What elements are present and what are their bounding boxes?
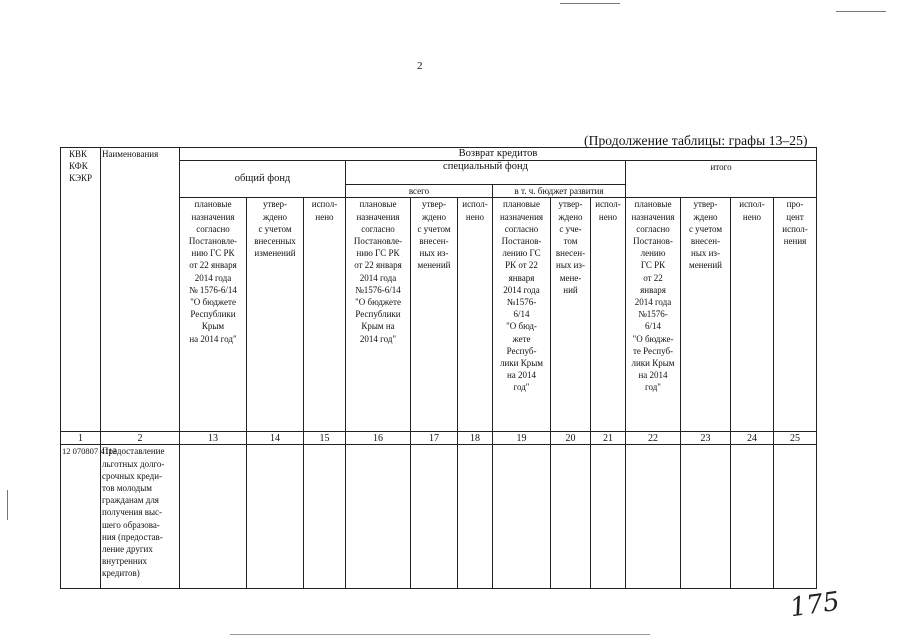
scan-line-top-1 (560, 3, 620, 4)
header-special-fund: специальный фонд (346, 161, 626, 185)
scan-line-bottom (230, 634, 650, 635)
header-general-fund: общий фонд (180, 161, 346, 198)
scan-line-left-mark (7, 490, 8, 520)
col-number: 16 (346, 432, 411, 445)
header-col-15: испол- нено (304, 198, 346, 432)
col-number: 23 (681, 432, 731, 445)
table-row (61, 445, 817, 589)
col-number: 2 (101, 432, 180, 445)
header-budget-development: в т. ч. бюджет развития (493, 185, 626, 198)
col-number: 13 (180, 432, 247, 445)
col-number: 19 (493, 432, 551, 445)
col-number: 17 (411, 432, 458, 445)
col-number: 20 (551, 432, 591, 445)
header-col-13: плановые назначения согласно Постановле- нию ГС РК от 22 января 2014 года № 1576-6/14 "О бюджете Республики Крым на 2014 год" (180, 198, 247, 432)
table-cell (411, 445, 458, 589)
header-col-20: утвер- ждено с уче- том внесен- ных из- мене- ний (551, 198, 591, 432)
row-name: Предоставление льготных долго- срочных креди- тов молодым гражданам для получения выс- шего образова- ния (предостав- ление других внутренних кредитов) (101, 445, 180, 589)
table-cell (247, 445, 304, 589)
col-number: 22 (626, 432, 681, 445)
header-kbk: КВК КФК КЭКР (61, 148, 101, 432)
col-number: 15 (304, 432, 346, 445)
col-number: 24 (731, 432, 774, 445)
header-loan-repayment: Возврат кредитов (180, 148, 817, 161)
col-number: 14 (247, 432, 304, 445)
col-number: 1 (61, 432, 101, 445)
header-col-21: испол- нено (591, 198, 626, 432)
row-code: 12 070807 4113 (61, 445, 101, 589)
col-number: 25 (774, 432, 817, 445)
header-name: Наименования (101, 148, 180, 432)
table-cell (458, 445, 493, 589)
header-col-24: испол- нено (731, 198, 774, 432)
table-cell (626, 445, 681, 589)
header-all: всего (346, 185, 493, 198)
table-cell (493, 445, 551, 589)
table-cell (346, 445, 411, 589)
header-col-23: утвер- ждено с учетом внесен- ных из- менений (681, 198, 731, 432)
handwritten-page-mark: 175 (788, 586, 842, 624)
table-cell (681, 445, 731, 589)
table-cell (551, 445, 591, 589)
continuation-note: (Продолжение таблицы: графы 13–25) (584, 133, 808, 148)
header-col-16: плановые назначения согласно Постановле- нию ГС РК от 22 января 2014 года №1576-6/14 "О бюджете Республики Крым на 2014 год" (346, 198, 411, 432)
header-total: итого (626, 161, 817, 198)
table-cell (591, 445, 626, 589)
header-col-22: плановые назначения согласно Постанов- лению ГС РК от 22 января 2014 года №1576- 6/14 "О бюдже- те Респуб- лики Крым на 2014 год" (626, 198, 681, 432)
table-cell (304, 445, 346, 589)
header-col-17: утвер- ждено с учетом внесен- ных из- менений (411, 198, 458, 432)
table-cell (180, 445, 247, 589)
header-col-18: испол- нено (458, 198, 493, 432)
header-col-25: про- цент испол- нения (774, 198, 817, 432)
table-cell (731, 445, 774, 589)
col-number: 18 (458, 432, 493, 445)
page-number: 2 (417, 60, 423, 72)
scan-line-top-2 (836, 11, 886, 12)
header-col-19: плановые назначения согласно Постанов- лению ГС РК от 22 января 2014 года №1576- 6/14 "О бюд- жете Респуб- лики Крым на 2014 год" (493, 198, 551, 432)
table-cell (774, 445, 817, 589)
col-number: 21 (591, 432, 626, 445)
header-col-14: утвер- ждено с учетом внесенных изменений (247, 198, 304, 432)
budget-table (60, 147, 817, 589)
